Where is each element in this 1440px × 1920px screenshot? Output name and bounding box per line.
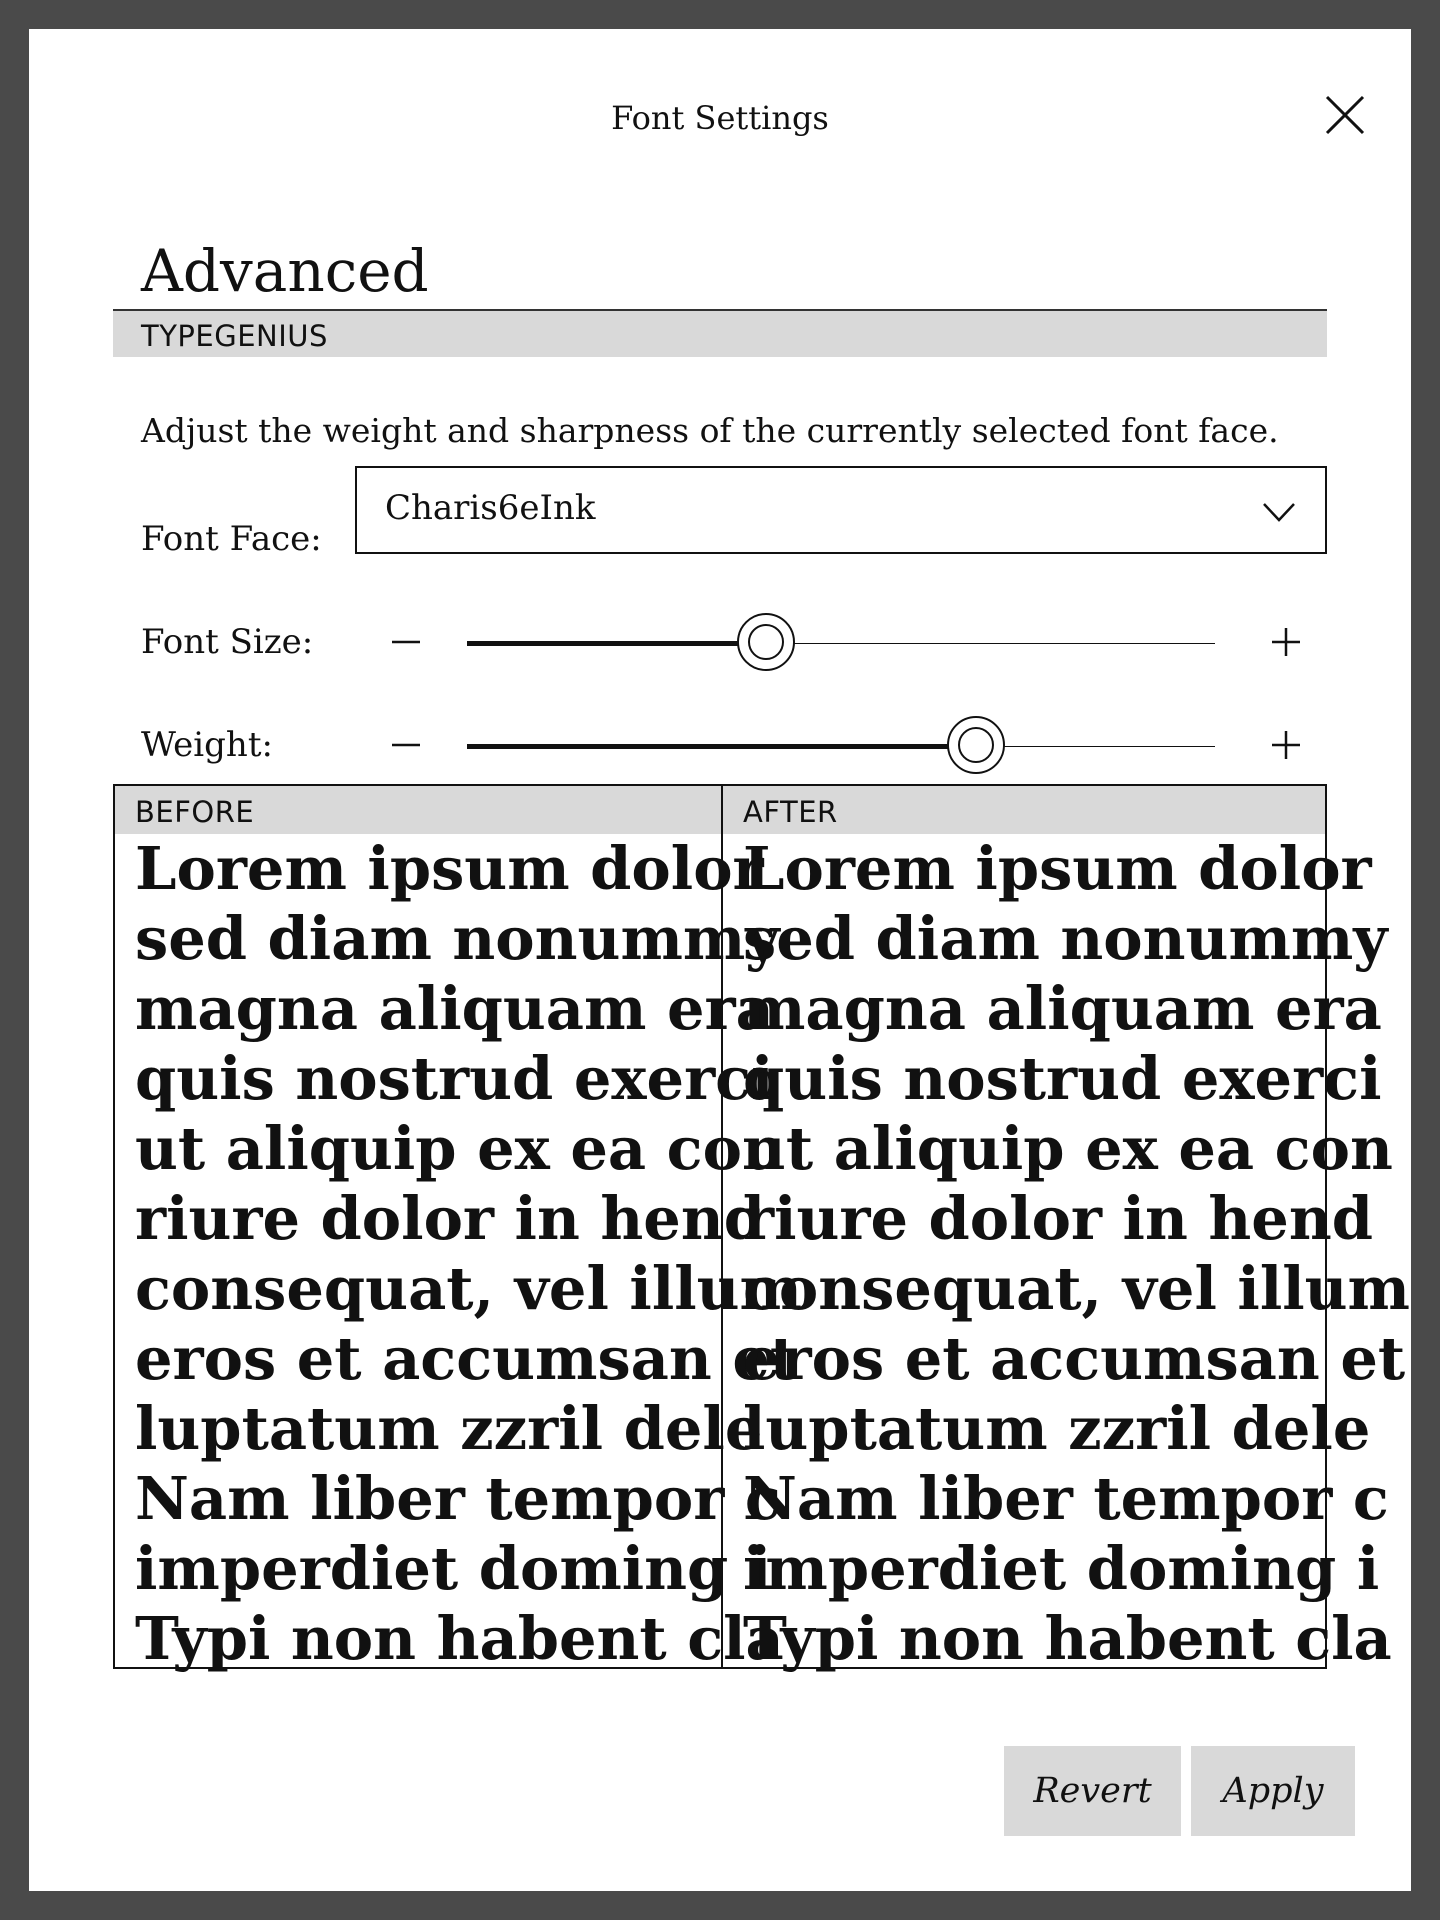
font-face-label: Font Face: <box>141 519 322 559</box>
sample-line: eros et accumsan et <box>135 1324 798 1393</box>
sample-line: eros et accumsan et <box>743 1324 1406 1393</box>
sample-line: Typi non habent cla <box>135 1604 784 1673</box>
font-size-label: Font Size: <box>141 622 314 662</box>
font-size-increase-button[interactable] <box>1256 612 1316 672</box>
after-sample-text <box>743 834 1410 1674</box>
weight-label: Weight: <box>141 725 273 765</box>
dialog-title: Font Settings <box>611 99 829 137</box>
sample-line: imperdiet doming i <box>743 1534 1380 1603</box>
section-bar-label: TYPEGENIUS <box>141 319 328 353</box>
slider-fill <box>467 641 766 646</box>
section-description: Adjust the weight and sharpness of the currently selected font face. <box>141 411 1279 450</box>
before-label: BEFORE <box>135 795 255 829</box>
sample-line: consequat, vel illum <box>135 1254 802 1323</box>
sample-line: magna aliquam era <box>135 974 774 1043</box>
sample-line: Lorem ipsum dolor <box>743 834 1372 903</box>
sample-line: Nam liber tempor c <box>135 1464 781 1533</box>
revert-button[interactable]: Revert <box>1004 1746 1181 1836</box>
close-icon[interactable] <box>1321 91 1369 139</box>
sample-line: quis nostrud exerci <box>135 1044 774 1113</box>
minus-icon <box>376 715 436 775</box>
sample-line: riure dolor in hend <box>135 1184 765 1253</box>
chevron-down-icon <box>1261 496 1297 526</box>
sample-line: luptatum zzril dele <box>135 1394 763 1463</box>
weight-decrease-button[interactable] <box>376 715 436 775</box>
weight-increase-button[interactable] <box>1256 715 1316 775</box>
after-label: AFTER <box>743 795 838 829</box>
plus-icon <box>1256 612 1316 672</box>
weight-slider[interactable] <box>467 712 1243 782</box>
after-pane-header <box>723 786 1325 834</box>
font-settings-dialog <box>29 29 1411 1891</box>
sample-line: consequat, vel illum <box>743 1254 1410 1323</box>
sample-line: Nam liber tempor c <box>743 1464 1389 1533</box>
sample-line: luptatum zzril dele <box>743 1394 1371 1463</box>
preview-panel <box>113 784 1410 1673</box>
sample-line: Lorem ipsum dolor <box>135 834 764 903</box>
sample-line: sed diam nonummy <box>135 904 780 973</box>
sample-line: ut aliquip ex ea con <box>743 1114 1393 1183</box>
font-face-dropdown[interactable] <box>355 466 1327 554</box>
apply-button[interactable]: Apply <box>1191 1746 1355 1836</box>
sample-line: sed diam nonummy <box>743 904 1388 973</box>
before-sample-text <box>135 834 802 1674</box>
font-size-decrease-button[interactable] <box>376 612 436 672</box>
minus-icon <box>376 612 436 672</box>
slider-knob[interactable] <box>737 613 795 671</box>
slider-fill <box>467 744 976 749</box>
plus-icon <box>1256 715 1316 775</box>
sample-line: magna aliquam era <box>743 974 1382 1043</box>
section-heading: Advanced <box>141 237 429 305</box>
sample-line: riure dolor in hend <box>743 1184 1373 1253</box>
typegenius-section-bar <box>113 309 1327 357</box>
after-pane <box>723 786 1410 1673</box>
before-pane-header <box>115 786 721 834</box>
sample-line: imperdiet doming i <box>135 1534 772 1603</box>
font-face-value: Charis6eInk <box>385 488 596 528</box>
sample-line: ut aliquip ex ea con <box>135 1114 785 1183</box>
slider-knob[interactable] <box>947 716 1005 774</box>
font-size-slider[interactable] <box>467 609 1243 679</box>
sample-line: quis nostrud exerci <box>743 1044 1382 1113</box>
sample-line: Typi non habent cla <box>743 1604 1392 1673</box>
